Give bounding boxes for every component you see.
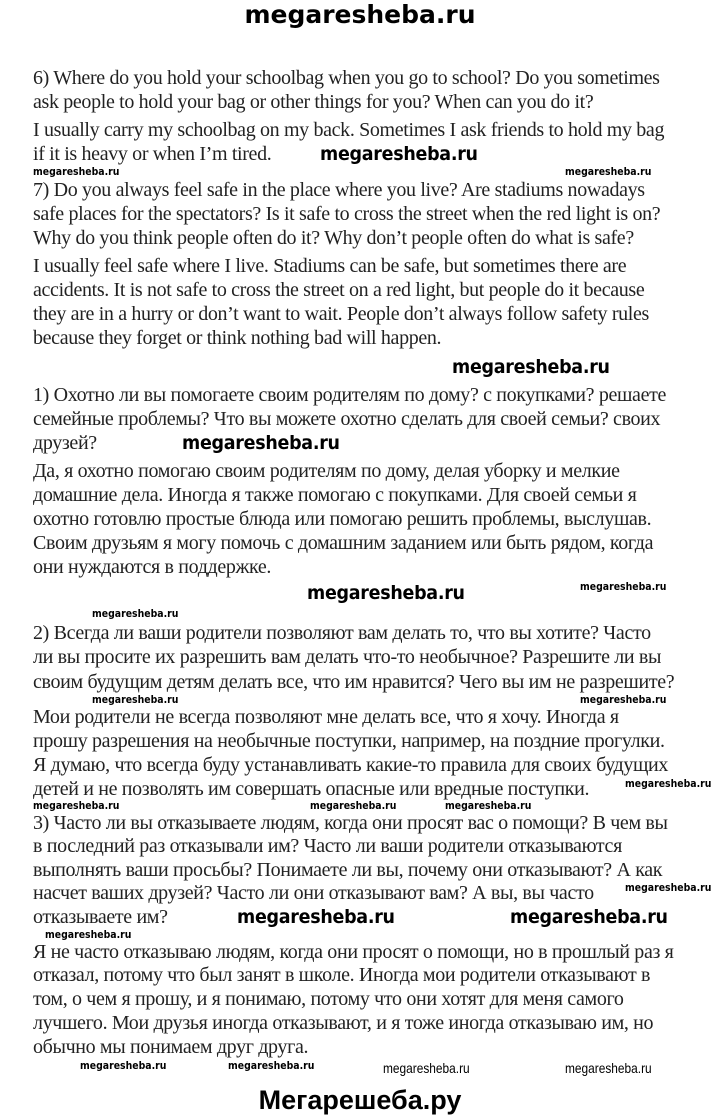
watermark-text: megaresheba.ru <box>320 143 478 165</box>
question-ru-3-line: в последний раз отказывали им? Часто ли ваши родители отказываются <box>33 835 622 857</box>
answer-ru-3-line: лучшего. Мои друзья иногда отказывают, и я тоже иногда отказываю им, но <box>33 1012 654 1034</box>
question-ru-3-line: выполнять ваши просьбы? Понимаете ли вы, почему они отказывают? А как <box>33 859 663 881</box>
watermark-text: megaresheba.ru <box>33 799 120 812</box>
watermark-text: megaresheba.ru <box>452 356 610 378</box>
question-ru-1-line: друзей? <box>33 432 97 454</box>
question-ru-2-line: ли вы просите их разрешить вам делать что-то необычное? Разрешите ли вы <box>33 646 662 668</box>
watermark-text: megaresheba.ru <box>228 1059 315 1072</box>
answer-ru-2-line: детей и не позволять им совершать опасные или вредные поступки. <box>33 778 590 800</box>
watermark-text: megaresheba.ru <box>80 1059 167 1072</box>
answer-ru-1-line: Да, я охотно помогаю своим родителям по дому, делая уборку и мелкие <box>33 460 620 482</box>
answer-7-line: I usually feel safe where I live. Stadiums can be safe, but sometimes there are <box>33 255 627 277</box>
watermark-text: megaresheba.ru <box>33 165 120 178</box>
answer-ru-2-line: Я думаю, что всегда буду устанавливать какие-то правила для своих будущих <box>33 754 669 776</box>
question-ru-1-line: семейные проблемы? Что вы можете охотно сделать для своей семьи? своих <box>33 408 661 430</box>
watermark-text: megaresheba.ru <box>383 1060 470 1076</box>
question-7-line: 7) Do you always feel safe in the place where you live? Are stadiums nowadays <box>33 179 645 201</box>
question-ru-3-line: отказываете им? <box>33 906 168 928</box>
answer-7-line: because they forget or think nothing bad will happen. <box>33 327 442 349</box>
watermark-text: megaresheba.ru <box>625 881 712 894</box>
answer-ru-1-line: охотно готовлю простые блюда или помогаю решить проблемы, выслушав. <box>33 508 652 530</box>
answer-ru-2-line: Мои родители не всегда позволяют мне делать все, что я хочу. Иногда я <box>33 706 619 728</box>
watermark-text: megaresheba.ru <box>565 1060 652 1076</box>
site-footer-watermark: Мегарешеба.ру <box>258 1085 462 1115</box>
watermark-text: megaresheba.ru <box>92 693 179 706</box>
watermark-text: megaresheba.ru <box>237 906 395 928</box>
site-header-watermark: megaresheba.ru <box>244 0 476 29</box>
watermark-text: megaresheba.ru <box>92 607 179 620</box>
watermark-text: megaresheba.ru <box>445 799 532 812</box>
question-ru-2-line: своим будущим детям делать все, что им нравится? Чего вы им не разрешите? <box>33 671 675 693</box>
answer-ru-3-line: отказал, потому что был занят в школе. Иногда мои родители отказывают в <box>33 964 651 986</box>
question-7-line: safe places for the spectators? Is it safe to cross the street when the red light is on? <box>33 203 661 225</box>
question-6-line: ask people to hold your bag or other things for you? When can you do it? <box>33 91 594 113</box>
answer-ru-1-line: они нуждаются в поддержке. <box>33 556 272 578</box>
watermark-text: megaresheba.ru <box>510 906 668 928</box>
watermark-text: megaresheba.ru <box>307 582 465 604</box>
watermark-text: megaresheba.ru <box>565 165 652 178</box>
answer-ru-3-line: Я не часто отказываю людям, когда они просят о помощи, но в прошлый раз я <box>33 941 674 963</box>
watermark-text: megaresheba.ru <box>45 928 132 941</box>
question-7-line: Why do you think people often do it? Why don’t people often do what is safe? <box>33 227 634 249</box>
watermark-text: megaresheba.ru <box>625 777 712 790</box>
question-ru-2-line: 2) Всегда ли ваши родители позволяют вам делать то, что вы хотите? Часто <box>33 622 651 644</box>
answer-7-line: they are in a hurry or don’t want to wait. People don’t always follow safety rules <box>33 303 649 325</box>
question-ru-3-line: 3) Часто ли вы отказываете людям, когда они просят вас о помощи? В чем вы <box>33 812 668 834</box>
answer-ru-1-line: домашние дела. Иногда я также помогаю с покупками. Для своей семьи я <box>33 484 637 506</box>
answer-6-line: if it is heavy or when I’m tired. <box>33 143 272 165</box>
question-ru-1-line: 1) Охотно ли вы помогаете своим родителям по дому? с покупками? решаете <box>33 384 667 406</box>
answer-ru-2-line: прошу разрешения на необычные поступки, например, на поздние прогулки. <box>33 730 665 752</box>
watermark-text: megaresheba.ru <box>580 693 667 706</box>
answer-6-line: I usually carry my schoolbag on my back. Sometimes I ask friends to hold my bag <box>33 119 665 141</box>
answer-7-line: accidents. It is not safe to cross the street on a red light, but people do it because <box>33 279 645 301</box>
answer-ru-1-line: Своим друзьям я могу помочь с домашним заданием или быть рядом, когда <box>33 532 654 554</box>
answer-ru-3-line: том, о чем я прошу, и я понимаю, потому что они хотят для меня самого <box>33 988 624 1010</box>
watermark-text: megaresheba.ru <box>580 580 667 593</box>
watermark-text: megaresheba.ru <box>310 799 397 812</box>
answer-ru-3-line: обычно мы понимаем друг друга. <box>33 1036 309 1058</box>
question-ru-3-line: насчет ваших друзей? Часто ли они отказывают вам? А вы, вы часто <box>33 882 594 904</box>
watermark-text: megaresheba.ru <box>182 432 340 454</box>
question-6-line: 6) Where do you hold your schoolbag when you go to school? Do you sometimes <box>33 67 660 89</box>
